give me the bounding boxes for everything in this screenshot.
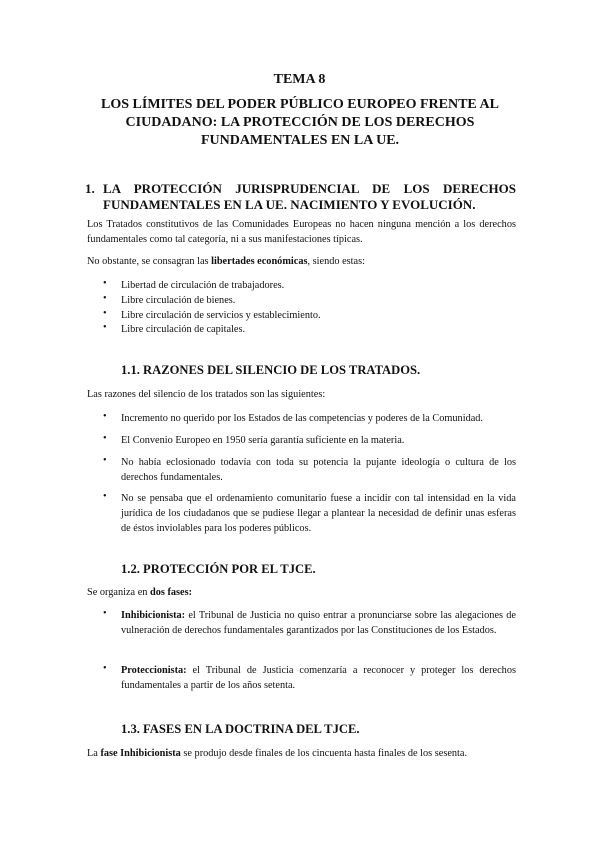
bold-span: dos fases: (150, 587, 193, 598)
bold-span: fase Inhibicionista (100, 748, 181, 759)
paragraph: Los Tratados constitutivos de las Comunidades Europeas no hacen ninguna mención a los derechos fundamentales como tal categoría, ni a sus manifestaciones típicas. (87, 219, 516, 245)
bullet-icon: • (103, 608, 107, 619)
text-span: No obstante, se consagran las (87, 256, 212, 267)
list-item: Libertad de circulación de trabajadores. (121, 280, 285, 291)
bullet-icon: • (103, 322, 107, 333)
section-1-heading (85, 181, 516, 213)
tema-title: TEMA 8 (273, 72, 326, 87)
bullet-icon: • (103, 411, 107, 422)
text-span: el Tribunal de Justicia no quiso entrar a pronunciarse sobre las alegaciones de vulneración de derechos fundamentales garantizados por las Constituciones de los Estados. (121, 610, 516, 636)
list-item: Libre circulación de servicios y establecimiento. (121, 310, 321, 321)
document-title: LOS LÍMITES DEL PODER PÚBLICO EUROPEO FRENTE AL CIUDADANO: LA PROTECCIÓN DE LOS DERECHOS FUNDAMENTALES EN LA UE. (101, 97, 499, 148)
list-item: El Convenio Europeo en 1950 sería garantía suficiente en la materia. (121, 435, 405, 446)
section-1-1-heading: 1.1. RAZONES DEL SILENCIO DE LOS TRATADOS. (121, 363, 421, 377)
bullet-icon: • (103, 293, 107, 304)
section-1-3-heading: 1.3. FASES EN LA DOCTRINA DEL TJCE. (121, 722, 360, 736)
text-span: el Tribunal de Justicia comenzaría a reconocer y proteger los derechos fundamentales a partir de los años setenta. (121, 665, 516, 691)
section-1-2-heading: 1.2. PROTECCIÓN POR EL TJCE. (121, 562, 316, 576)
paragraph (87, 746, 516, 761)
bullet-icon: • (103, 663, 107, 674)
bold-span: Inhibicionista: (121, 610, 186, 621)
bullet-icon: • (103, 278, 107, 289)
text-span: La (87, 748, 101, 759)
list-item: No había eclosionado todavía con toda su potencia la pujante ideología o cultura de los derechos fundamentales. (121, 457, 516, 483)
paragraph (87, 254, 516, 269)
bullet-icon: • (103, 491, 107, 502)
paragraph: Las razones del silencio de los tratados son las siguientes: (87, 389, 326, 400)
text-span: , siendo estas: (307, 256, 365, 267)
list-item: Incremento no querido por los Estados de las competencias y poderes de la Comunidad. (121, 413, 484, 424)
list-item (121, 663, 516, 693)
text-span: Se organiza en (87, 587, 150, 598)
bullet-icon: • (103, 308, 107, 319)
list-item (121, 608, 516, 638)
bullet-icon: • (103, 433, 107, 444)
paragraph (87, 585, 516, 600)
bullet-icon: • (103, 455, 107, 466)
list-item: Libre circulación de bienes. (121, 295, 236, 306)
bold-span: libertades económicas (211, 256, 308, 267)
bold-span: Proteccionista: (121, 665, 187, 676)
list-item: Libre circulación de capitales. (121, 324, 246, 335)
section-1-number: 1. (85, 181, 95, 196)
text-span: se produjo desde finales de los cincuenta hasta finales de los sesenta. (180, 748, 468, 759)
section-1-heading-text: LA PROTECCIÓN JURISPRUDENCIAL DE LOS DERECHOS FUNDAMENTALES EN LA UE. NACIMIENTO Y EVOLUCIÓN. (103, 181, 516, 212)
list-item: No se pensaba que el ordenamiento comunitario fuese a incidir con tal intensidad en la vida jurídica de los ciudadanos que se pudiese llegar a plantear la necesidad de definir unas esferas de éstos inviolables para los poderes públicos. (121, 493, 516, 534)
